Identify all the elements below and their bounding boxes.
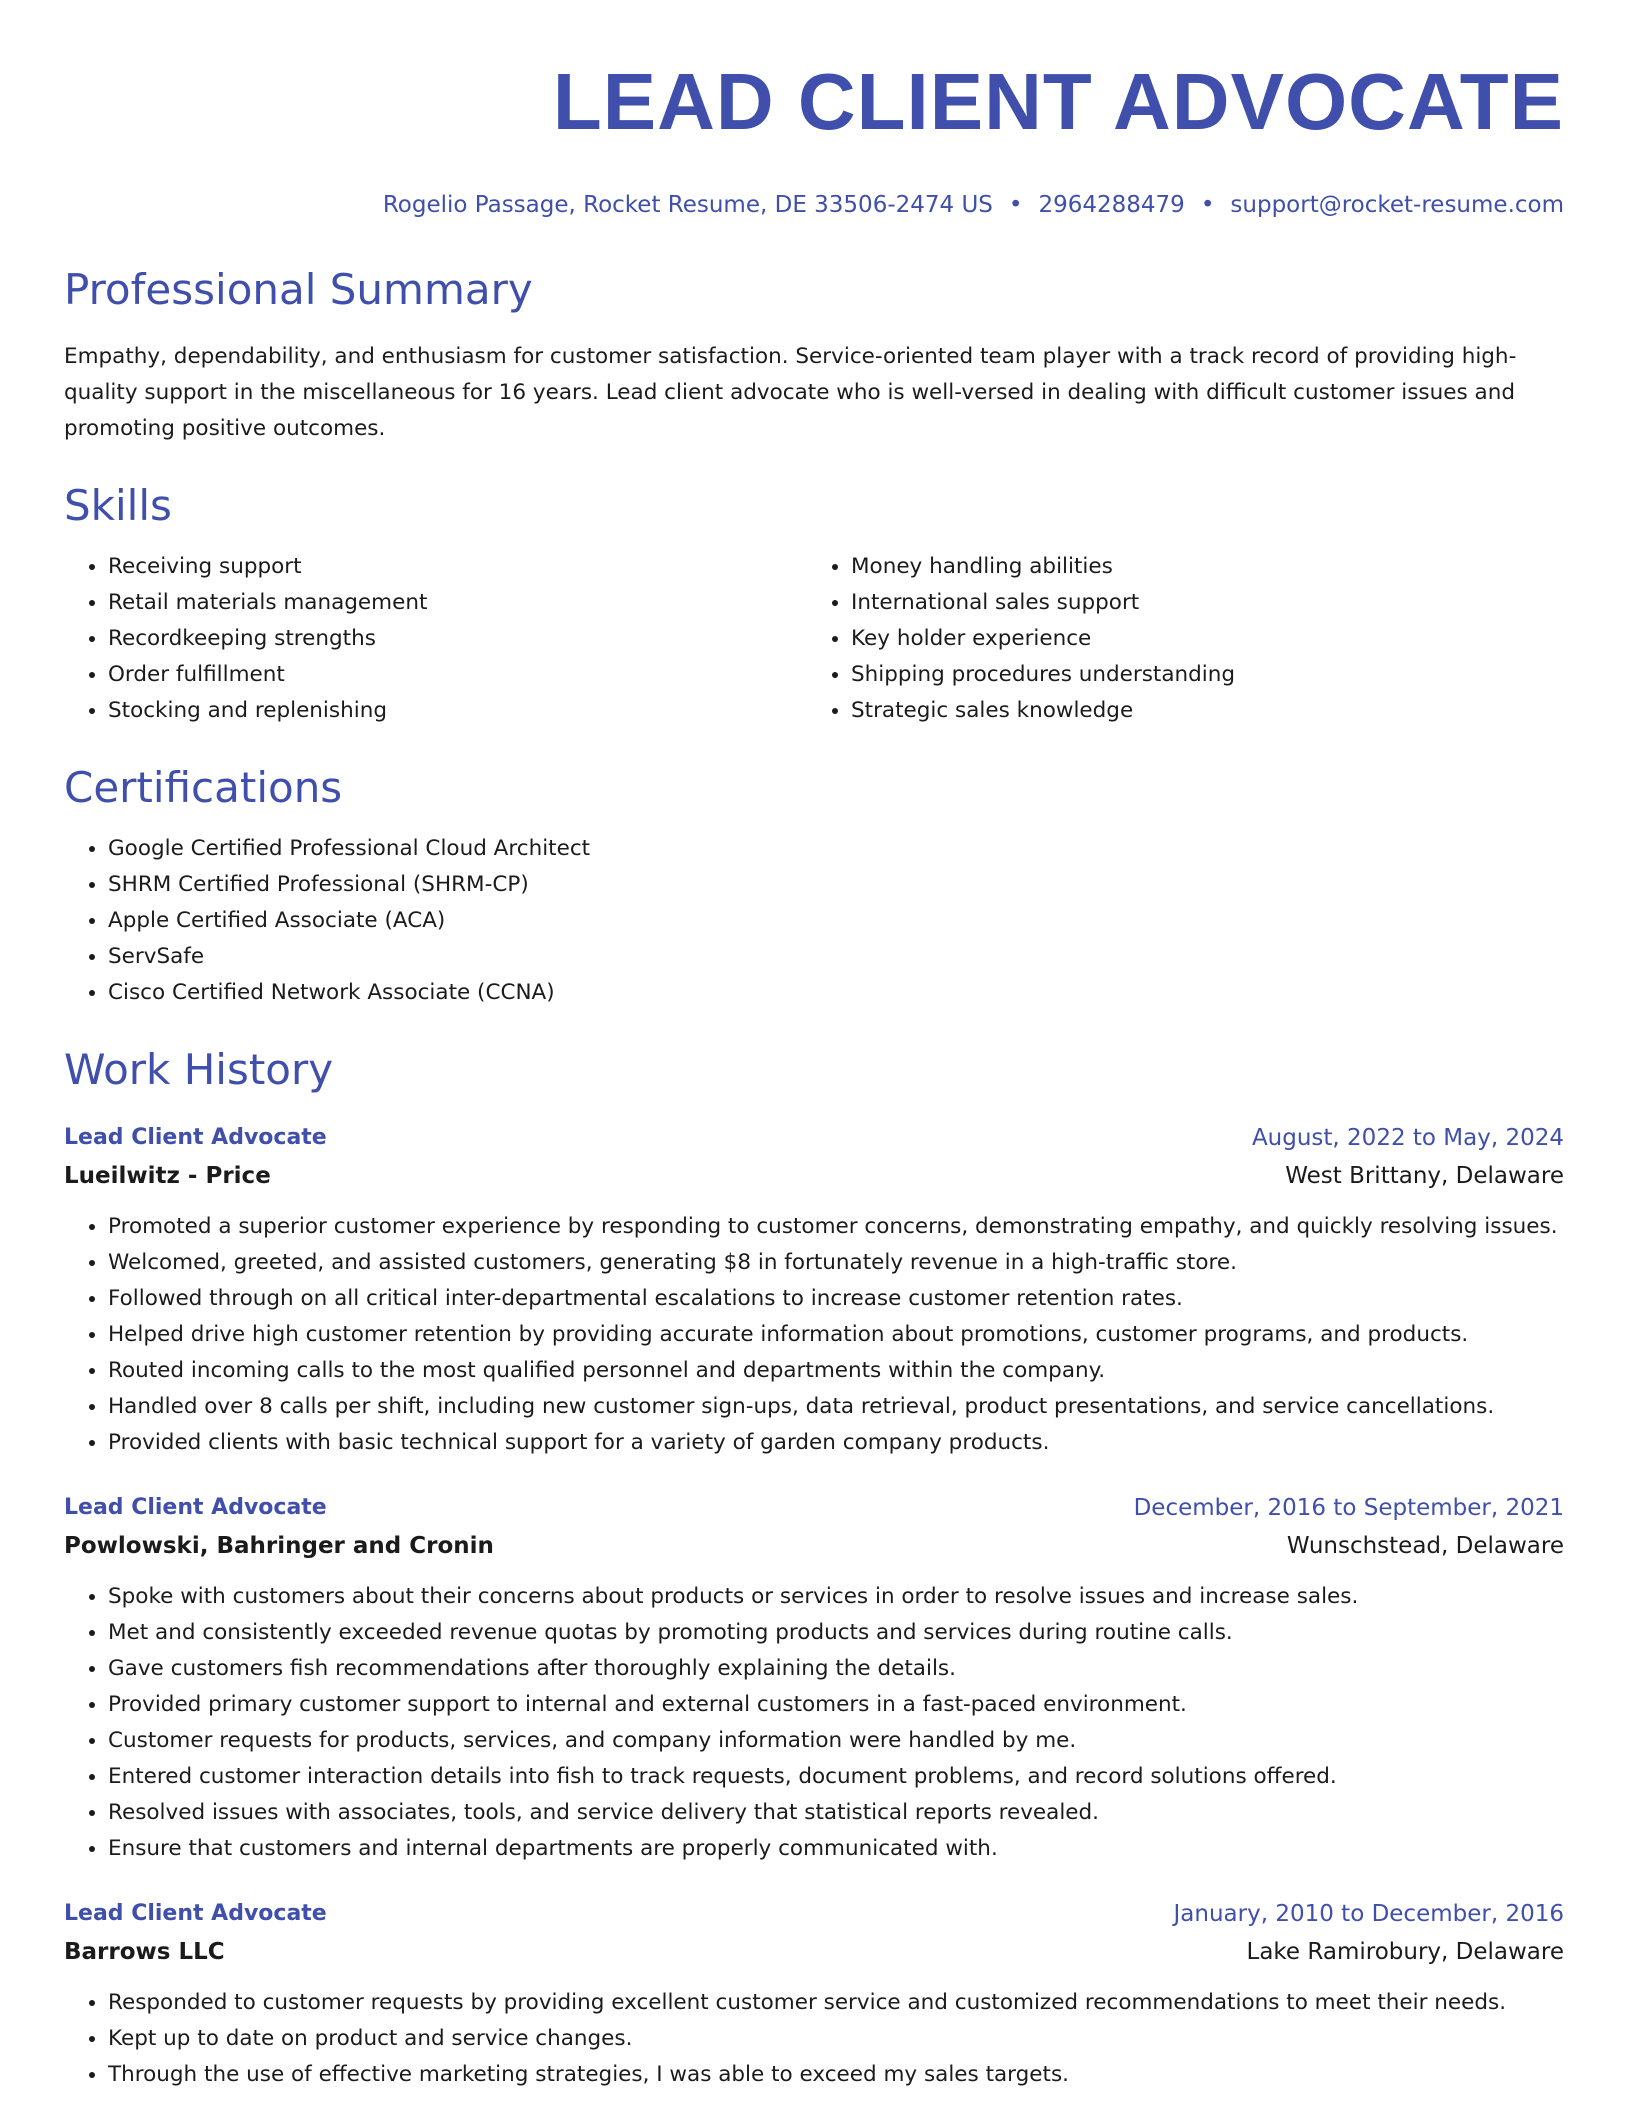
job-bullet: • Resolved issues with associates, tools, and service delivery that statistical reports revealed. [108,1795,1564,1831]
job-location: West Brittany, Delaware [1285,1163,1564,1189]
skills-columns [64,549,1564,729]
certification-item: • ServSafe [108,939,1564,975]
job-bullet: • Routed incoming calls to the most qualified personnel and departments within the company. [108,1353,1564,1389]
job-entry [64,1895,1564,2093]
skill-item: • Money handling abilities [851,549,1564,585]
certifications-list [64,831,1564,1011]
job-dates: August, 2022 to May, 2024 [1251,1125,1564,1151]
job-company: Powlowski, Bahringer and Cronin [64,1533,494,1559]
contact-separator: • [1200,192,1215,218]
skills-heading: Skills [64,481,172,530]
contact-separator: • [1008,192,1023,218]
job-bullet: • Gave customers fish recommendations after thoroughly explaining the details. [108,1651,1564,1687]
job-title: Lead Client Advocate [64,1125,327,1150]
job-company-row [64,1527,1564,1565]
job-bullet: • Entered customer interaction details into fish to track requests, document problems, and record solutions offered. [108,1759,1564,1795]
summary-text: Empathy, dependability, and enthusiasm for customer satisfaction. Service-oriented team player with a track record of providing high-quality support in the miscellaneous for 16 years. Lead client advocate who is well-versed in dealing with difficult customer issues and promoting positive outcomes. [64,344,1517,441]
skill-item: • Retail materials management [108,585,821,621]
work-history-heading: Work History [64,1045,334,1094]
job-bullet: • Customer requests for products, services, and company information were handled by me. [108,1723,1564,1759]
job-company: Lueilwitz - Price [64,1163,271,1189]
skill-item: • International sales support [851,585,1564,621]
job-bullet: • Spoke with customers about their concerns about products or services in order to resolve issues and increase sales. [108,1579,1564,1615]
job-bullet: • Responded to customer requests by providing excellent customer service and customized recommendations to meet their needs. [108,1985,1564,2021]
job-location: Lake Ramirobury, Delaware [1246,1939,1564,1965]
job-bullets [64,1985,1564,2093]
job-bullets [64,1209,1564,1461]
job-bullet: • Handled over 8 calls per shift, including new customer sign-ups, data retrieval, product presentations, and service cancellations. [108,1389,1564,1425]
job-bullet: • Provided clients with basic technical support for a variety of garden company products. [108,1425,1564,1461]
summary-heading: Professional Summary [64,265,533,314]
resume-title: LEAD CLIENT ADVOCATE [552,57,1564,146]
certification-item: • SHRM Certified Professional (SHRM-CP) [108,867,1564,903]
job-entry [64,1119,1564,1461]
job-company: Barrows LLC [64,1939,225,1965]
certification-item: • Apple Certified Associate (ACA) [108,903,1564,939]
job-bullet: • Through the use of effective marketing strategies, I was able to exceed my sales targets. [108,2057,1564,2093]
skill-item: • Recordkeeping strengths [108,621,821,657]
contact-line [64,194,1564,217]
skill-item: • Strategic sales knowledge [851,693,1564,729]
skills-list-left [64,549,821,729]
job-title: Lead Client Advocate [64,1901,327,1926]
job-entry [64,1489,1564,1867]
skill-item: • Stocking and replenishing [108,693,821,729]
job-bullet: • Met and consistently exceeded revenue quotas by promoting products and services during routine calls. [108,1615,1564,1651]
job-company-row [64,1933,1564,1971]
job-bullet: • Welcomed, greeted, and assisted customers, generating $8 in fortunately revenue in a high-traffic store. [108,1245,1564,1281]
job-header-row [64,1489,1564,1527]
skill-item: • Shipping procedures understanding [851,657,1564,693]
job-dates: December, 2016 to September, 2021 [1133,1495,1564,1521]
job-title: Lead Client Advocate [64,1495,327,1520]
skill-item: • Key holder experience [851,621,1564,657]
skill-item: • Order fulfillment [108,657,821,693]
job-header-row [64,1895,1564,1933]
job-bullet: • Provided primary customer support to internal and external customers in a fast-paced environment. [108,1687,1564,1723]
certifications-heading: Certifications [64,763,343,812]
contact-phone: 2964288479 [1038,192,1185,218]
skill-item: • Receiving support [108,549,821,585]
job-dates: January, 2010 to December, 2016 [1173,1901,1564,1927]
contact-email[interactable]: support@rocket-resume.com [1230,192,1564,218]
job-header-row [64,1119,1564,1157]
job-bullets [64,1579,1564,1867]
job-location: Wunschstead, Delaware [1286,1533,1564,1559]
certification-item: • Google Certified Professional Cloud Architect [108,831,1564,867]
job-bullet: • Promoted a superior customer experience by responding to customer concerns, demonstrating empathy, and quickly resolving issues. [108,1209,1564,1245]
skills-list-right [821,549,1564,729]
job-bullet: • Ensure that customers and internal departments are properly communicated with. [108,1831,1564,1867]
job-bullet: • Helped drive high customer retention by providing accurate information about promotions, customer programs, and products. [108,1317,1564,1353]
certification-item: • Cisco Certified Network Associate (CCNA) [108,975,1564,1011]
job-bullet: • Kept up to date on product and service changes. [108,2021,1564,2057]
job-company-row [64,1157,1564,1195]
contact-address: Rogelio Passage, Rocket Resume, DE 33506-2474 US [382,192,993,218]
job-bullet: • Followed through on all critical inter-departmental escalations to increase customer retention rates. [108,1281,1564,1317]
